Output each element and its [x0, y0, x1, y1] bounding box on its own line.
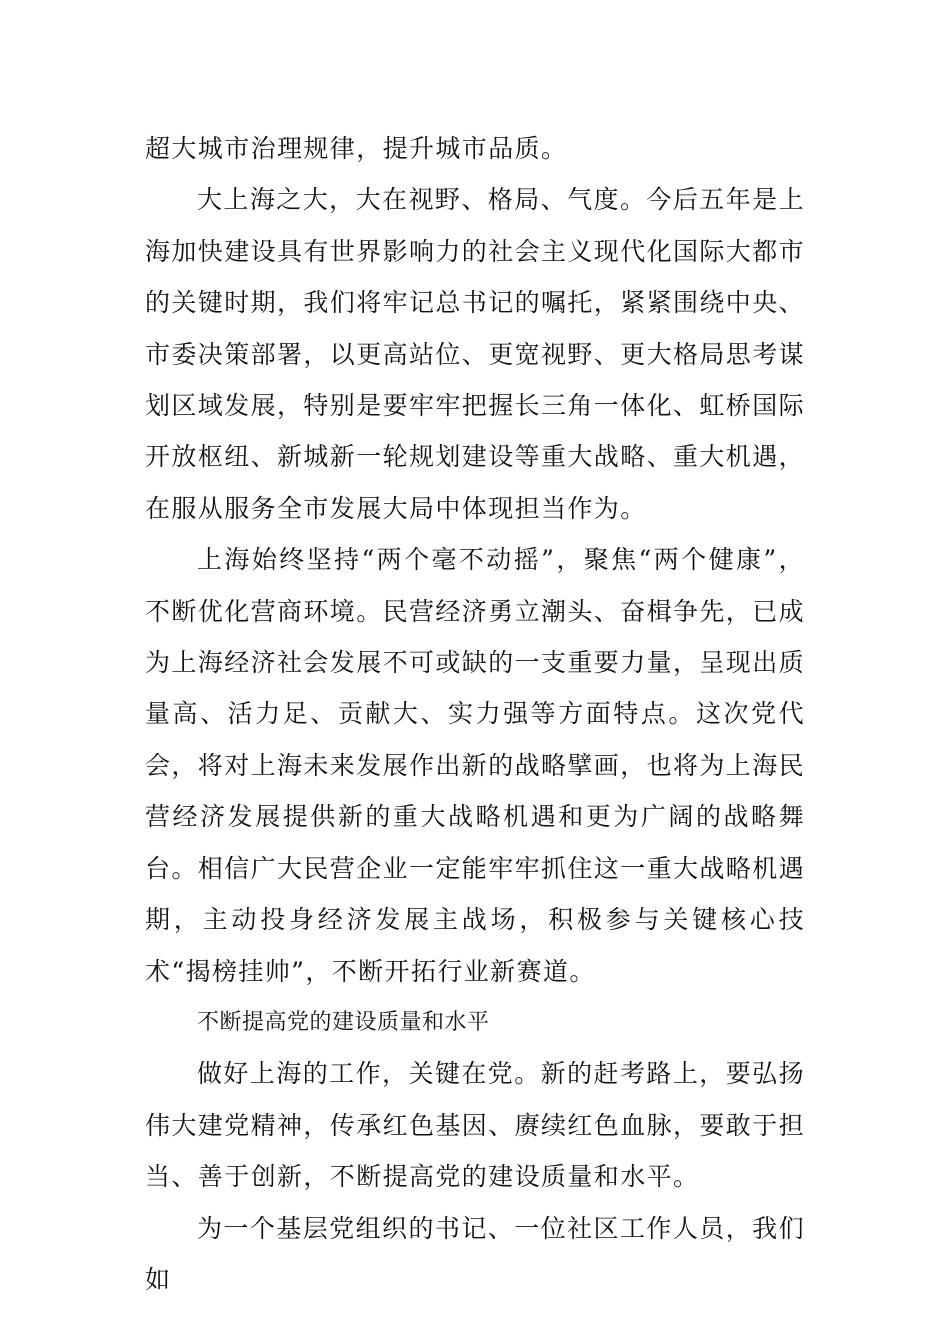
paragraph-private-economy: 上海始终坚持“两个毫不动摇”，聚焦“两个健康”，不断优化营商环境。民营经济勇立潮头、奋楫争先，已成为上海经济社会发展不可或缺的一支重要力量，呈现出质量高、活力足、贡献大、实力强等方面特点。这次党代会，将对上海未来发展作出新的战略擘画，也将为上海民营经济发展提供新的重大战略机遇和更为广阔的战略舞台。相信广大民营企业一定能牢牢抓住这一重大战略机遇期，主动投身经济发展主战场，积极参与关键核心技术“揭榜挂帅”，不断开拓行业新赛道。 [145, 545, 806, 986]
paragraph-party-building: 做好上海的工作，关键在党。新的赶考路上，要弘扬伟大建党精神，传承红色基因、赓续红色血脉，要敢于担当、善于创新，不断提高党的建设质量和水平。 [145, 1059, 806, 1192]
section-heading: 不断提高党的建设质量和水平 [197, 1009, 490, 1035]
paragraph-shanghai-vision: 大上海之大，大在视野、格局、气度。今后五年是上海加快建设具有世界影响力的社会主义现代化国际大都市的关键时期，我们将牢记总书记的嘱托，紧紧围绕中央、市委决策部署，以更高站位、更宽视野、更大格局思考谋划区域发展，特别是要牢牢把握长三角一体化、虹桥国际开放枢纽、新城新一轮规划建设等重大战略、重大机遇，在服从服务全市发展大局中体现担当作为。 [145, 185, 806, 523]
paragraph-continuation: 超大城市治理规律，提升城市品质。 [145, 134, 568, 163]
paragraph-community-worker: 为一个基层党组织的书记、一位社区工作人员，我们如 [145, 1213, 805, 1294]
document-page [145, 123, 805, 1305]
